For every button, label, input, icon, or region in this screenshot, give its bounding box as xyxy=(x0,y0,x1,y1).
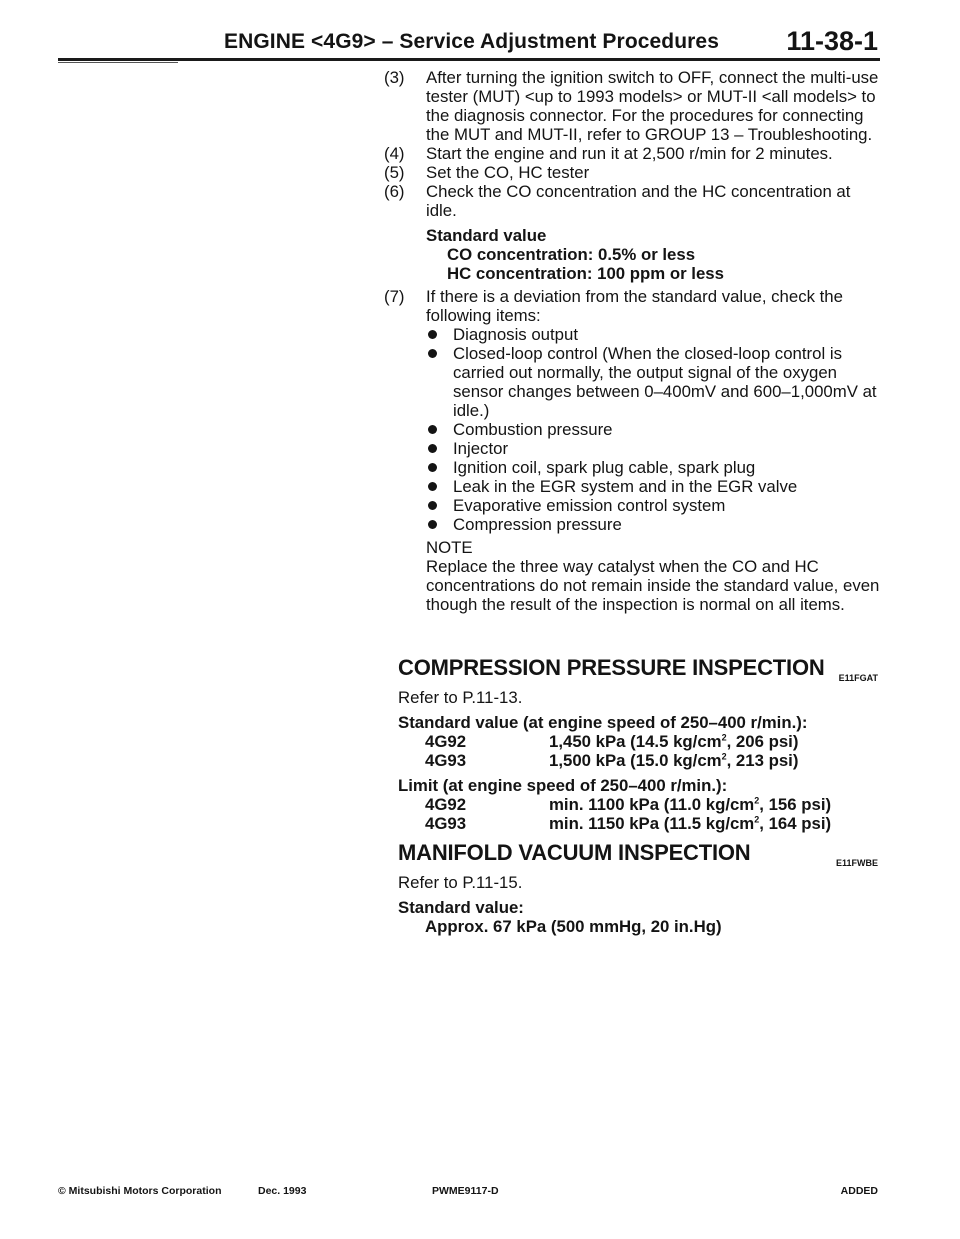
page-reference: Refer to P.11-15. xyxy=(398,873,523,892)
page-number: 11-38-1 xyxy=(786,26,878,56)
footer-doc-code: PWME9117-D xyxy=(432,1185,499,1197)
page-title: ENGINE <4G9> – Service Adjustment Procedures xyxy=(224,30,719,53)
procedure-content xyxy=(384,68,880,614)
step-3 xyxy=(384,68,880,144)
bullet-icon xyxy=(428,482,437,491)
header-rule xyxy=(58,58,880,61)
section-header xyxy=(398,840,882,873)
list-item: Compression pressure xyxy=(426,515,880,534)
step-number: (4) xyxy=(384,144,405,163)
list-item: Diagnosis output xyxy=(426,325,880,344)
step-number: (6) xyxy=(384,182,405,201)
list-item: Closed-loop control (When the closed-loop control is carried out normally, the output signal of the oxygen sensor changes between 0–400mV and 600–1,000mV at idle.) xyxy=(426,344,880,420)
footer-date: Dec. 1993 xyxy=(258,1185,307,1197)
step-text: Start the engine and run it at 2,500 r/min for 2 minutes. xyxy=(426,144,833,163)
check-items-list xyxy=(384,325,880,534)
bullet-icon xyxy=(428,444,437,453)
section-title: MANIFOLD VACUUM INSPECTION xyxy=(398,840,751,865)
step-text: If there is a deviation from the standard value, check the following items: xyxy=(426,287,843,325)
note-text: Replace the three way catalyst when the CO and HC concentrations do not remain inside the standard value, even though the result of the inspection is normal on all items. xyxy=(426,557,880,614)
section-header xyxy=(398,655,882,688)
note-label: NOTE xyxy=(426,538,473,557)
step-7 xyxy=(384,287,880,325)
list-item: Leak in the EGR system and in the EGR valve xyxy=(426,477,880,496)
step-text: After turning the ignition switch to OFF, connect the multi-use tester (MUT) <up to 1993 models> or MUT-II <all models> to the diagnosis connector. For the procedures for connecting the MUT and MUT-II, refer to GROUP 13 – Troubleshooting. xyxy=(426,68,879,144)
step-4 xyxy=(384,144,880,163)
footer-status: ADDED xyxy=(840,1185,878,1197)
manifold-section xyxy=(398,840,882,936)
step-text: Set the CO, HC tester xyxy=(426,163,590,182)
standard-value-label: Standard value xyxy=(426,226,547,245)
section-title: COMPRESSION PRESSURE INSPECTION xyxy=(398,655,825,680)
bullet-icon xyxy=(428,349,437,358)
spec-row: 4G92 1,450 kPa (14.5 $kg/cm^2$, 206 psi) xyxy=(425,732,799,751)
list-item: Combustion pressure xyxy=(426,420,880,439)
list-item: Injector xyxy=(426,439,880,458)
limit-label: Limit (at engine speed of 250–400 r/min.): xyxy=(398,776,728,795)
step-text: Check the CO concentration and the HC concentration at idle. xyxy=(426,182,851,220)
hc-concentration: HC concentration: 100 ppm or less xyxy=(447,264,724,283)
page-reference: Refer to P.11-13. xyxy=(398,688,523,707)
spec-row: 4G93 min. 1150 kPa (11.5 $kg/cm^2$, 164 psi) xyxy=(425,814,832,833)
standard-value-label: Standard value: xyxy=(398,898,524,917)
co-concentration: CO concentration: 0.5% or less xyxy=(447,245,696,264)
spec-row: 4G93 1,500 kPa (15.0 $kg/cm^2$, 213 psi) xyxy=(425,751,799,770)
step-number: (5) xyxy=(384,163,405,182)
bullet-icon xyxy=(428,463,437,472)
page-header xyxy=(0,0,960,70)
list-item: Evaporative emission control system xyxy=(426,496,880,515)
standard-value: Approx. 67 kPa (500 mmHg, 20 in.Hg) xyxy=(425,917,722,936)
compression-section xyxy=(398,655,882,833)
standard-value-label: Standard value (at engine speed of 250–400 r/min.): xyxy=(398,713,808,732)
footer-copyright: © Mitsubishi Motors Corporation xyxy=(58,1185,222,1197)
spec-row: 4G92 min. 1100 kPa (11.0 $kg/cm^2$, 156 psi) xyxy=(425,795,832,814)
bullet-icon xyxy=(428,501,437,510)
bullet-icon xyxy=(428,425,437,434)
bullet-icon xyxy=(428,330,437,339)
section-code: E11FWBE xyxy=(835,858,878,868)
bullet-icon xyxy=(428,520,437,529)
section-code: E11FGAT xyxy=(838,673,878,683)
step-number: (3) xyxy=(384,68,405,87)
step-6 xyxy=(384,182,880,220)
step-5 xyxy=(384,163,880,182)
page-footer xyxy=(0,1185,960,1205)
step-number: (7) xyxy=(384,287,405,306)
header-rule-thin xyxy=(58,62,178,63)
note-block xyxy=(384,538,880,614)
standard-value-block xyxy=(384,226,880,283)
list-item: Ignition coil, spark plug cable, spark plug xyxy=(426,458,880,477)
